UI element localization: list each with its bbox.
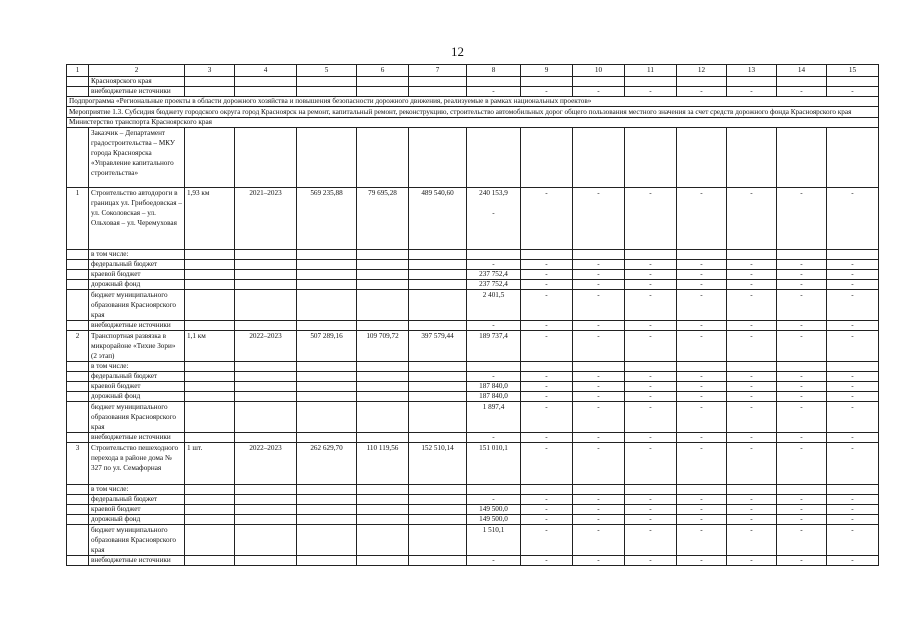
cell-value: -: [727, 290, 777, 321]
column-number: 4: [235, 65, 297, 77]
project-funding: [467, 443, 521, 485]
ministry-title: Министерство транспорта Красноярского края: [67, 118, 879, 128]
project-total-cost: 507 289,16: [297, 331, 357, 362]
cell-value: -: [727, 382, 777, 392]
cell-value: -: [625, 290, 677, 321]
cell-value: -: [625, 443, 677, 485]
column-number: 10: [573, 65, 625, 77]
cell-value: -: [573, 260, 625, 270]
cell-value: -: [677, 433, 727, 443]
cell-value: -: [777, 290, 827, 321]
table-row: [67, 515, 879, 525]
cell-value: 1 510,1: [467, 525, 521, 556]
cell-value: -: [677, 392, 727, 402]
cell-value: 1 897,4: [467, 402, 521, 433]
project-remaining: 152 510,14: [409, 443, 467, 485]
cell-value: -: [727, 402, 777, 433]
cell-value: -: [573, 443, 625, 485]
cell-value: 149 500,0: [467, 515, 521, 525]
cell-value: -: [573, 331, 625, 362]
cell-value: -: [625, 372, 677, 382]
cell-value: -: [727, 443, 777, 485]
table-row: [67, 270, 879, 280]
cell-value: -: [573, 495, 625, 505]
cell-value: -: [827, 321, 879, 331]
cell-value: -: [777, 372, 827, 382]
row-label: бюджет муниципального образования Красноярского края: [89, 402, 185, 433]
cell-value: -: [777, 515, 827, 525]
cell-value: -: [827, 331, 879, 362]
table-row: [67, 77, 879, 87]
cell-value: -: [521, 515, 573, 525]
project-capacity: 1,93 км: [185, 188, 235, 250]
cell-value: -: [625, 525, 677, 556]
project-period: 2021–2023: [235, 188, 297, 250]
cell-value: -: [827, 372, 879, 382]
cell-value: -: [521, 505, 573, 515]
table-row: [67, 290, 879, 321]
cell-value: -: [625, 515, 677, 525]
cell-value: -: [573, 382, 625, 392]
cell-value: -: [727, 260, 777, 270]
row-label: в том числе:: [89, 362, 185, 372]
cell-value: 237 752,4: [467, 270, 521, 280]
project-total-cost: 262 629,70: [297, 443, 357, 485]
cell-value: -: [777, 556, 827, 566]
column-number: 12: [677, 65, 727, 77]
table-row: [67, 556, 879, 566]
cell-value: -: [677, 505, 727, 515]
cell-value: 237 752,4: [467, 280, 521, 290]
cell-value: -: [777, 505, 827, 515]
cell-value: -: [827, 280, 879, 290]
cell-value: -: [521, 87, 573, 97]
cell-value: -: [827, 188, 879, 250]
cell-value: -: [827, 87, 879, 97]
cell-value: -: [827, 402, 879, 433]
project-number: 3: [67, 443, 89, 485]
column-number: 3: [185, 65, 235, 77]
cell-value: -: [727, 505, 777, 515]
project-name: Строительство пешеходного перехода в районе дома № 327 по ул. Семафорная: [89, 443, 185, 485]
cell-value: -: [727, 372, 777, 382]
column-number: 13: [727, 65, 777, 77]
row-label: внебюджетные источники: [89, 87, 185, 97]
cell-value: -: [573, 290, 625, 321]
cell-value: -: [827, 433, 879, 443]
column-number: 8: [467, 65, 521, 77]
project-funding-value: 189 737,4: [479, 332, 508, 340]
cell-value: -: [827, 515, 879, 525]
cell-value: -: [677, 515, 727, 525]
cell-value: -: [677, 280, 727, 290]
table-row: [67, 495, 879, 505]
cell-value: -: [521, 270, 573, 280]
cell-value: -: [677, 331, 727, 362]
cell-value: -: [677, 290, 727, 321]
cell-value: -: [827, 290, 879, 321]
row-label: Красноярского края: [89, 77, 185, 87]
cell-value: -: [727, 556, 777, 566]
cell-value: -: [727, 495, 777, 505]
row-label: дорожный фонд: [89, 392, 185, 402]
table-row: [67, 250, 879, 260]
cell-value: -: [677, 321, 727, 331]
cell-value: -: [827, 392, 879, 402]
column-number: 14: [777, 65, 827, 77]
cell-value: -: [677, 372, 727, 382]
cell-value: -: [521, 260, 573, 270]
cell-value: -: [573, 525, 625, 556]
cell-value: -: [521, 556, 573, 566]
cell-value: -: [573, 392, 625, 402]
table-row: [67, 485, 879, 495]
cell-value: -: [625, 188, 677, 250]
cell-value: -: [827, 525, 879, 556]
project-spent: 109 709,72: [357, 331, 409, 362]
subprogram-row: [67, 97, 879, 107]
project-number: 1: [67, 188, 89, 250]
cell-value: -: [573, 433, 625, 443]
cell-value: -: [625, 321, 677, 331]
cell-value: -: [625, 556, 677, 566]
row-label: бюджет муниципального образования Красноярского края: [89, 290, 185, 321]
table-row: [67, 260, 879, 270]
table-row: [67, 392, 879, 402]
cell-value: -: [727, 280, 777, 290]
row-label: в том числе:: [89, 250, 185, 260]
project-spent: 79 695,28: [357, 188, 409, 250]
cell-value: -: [777, 443, 827, 485]
project-spent: 110 119,56: [357, 443, 409, 485]
row-label: краевой бюджет: [89, 382, 185, 392]
cell-value: -: [467, 495, 521, 505]
cell-value: -: [521, 372, 573, 382]
row-label: федеральный бюджет: [89, 372, 185, 382]
cell-value: 2 401,5: [467, 290, 521, 321]
cell-value: -: [573, 556, 625, 566]
cell-value: -: [521, 290, 573, 321]
cell-value: -: [827, 505, 879, 515]
column-number: 2: [89, 65, 185, 77]
row-label: краевой бюджет: [89, 270, 185, 280]
cell-value: -: [677, 270, 727, 280]
row-label: внебюджетные источники: [89, 433, 185, 443]
page-number: 12: [451, 44, 464, 59]
cell-value: -: [727, 515, 777, 525]
cell-value: -: [521, 321, 573, 331]
cell-value: -: [777, 392, 827, 402]
cell-value: -: [677, 443, 727, 485]
cell-value: -: [625, 280, 677, 290]
cell-value: -: [727, 270, 777, 280]
row-label: внебюджетные источники: [89, 556, 185, 566]
project-funding: [467, 188, 521, 250]
cell-value: -: [727, 188, 777, 250]
cell-value: -: [521, 392, 573, 402]
measure-title: Мероприятие 1.3. Субсидия бюджету городского округа город Красноярск на ремонт, капитальный ремонт, реконструкцию, строительство автомобильных дорог общего пользования местного значения за счет средств дорожного фонда Красноярского края: [67, 107, 879, 118]
cell-value: -: [625, 505, 677, 515]
cell-value: -: [677, 495, 727, 505]
cell-value: -: [573, 505, 625, 515]
table-row: [67, 505, 879, 515]
project-name: Транспортная развязка в микрорайоне «Тихие Зори» (2 этап): [89, 331, 185, 362]
cell-value: -: [777, 525, 827, 556]
column-number: 6: [357, 65, 409, 77]
project-remaining: 489 540,60: [409, 188, 467, 250]
cell-value: -: [827, 260, 879, 270]
cell-value: -: [727, 392, 777, 402]
cell-value: -: [727, 331, 777, 362]
cell-value: -: [777, 382, 827, 392]
cell-value: -: [827, 556, 879, 566]
row-label: федеральный бюджет: [89, 260, 185, 270]
ministry-row: [67, 118, 879, 128]
table-row: [67, 372, 879, 382]
project-capacity: 1 шт.: [185, 443, 235, 485]
project-row: [67, 443, 879, 485]
table-row: [67, 402, 879, 433]
cell-value: -: [467, 321, 521, 331]
column-number: 15: [827, 65, 879, 77]
cell-value: -: [677, 188, 727, 250]
cell-value: -: [677, 260, 727, 270]
customer-row: [67, 128, 879, 188]
cell-value: -: [467, 556, 521, 566]
cell-value: -: [827, 382, 879, 392]
cell-value: -: [677, 556, 727, 566]
cell-value: -: [521, 188, 573, 250]
cell-value: -: [727, 525, 777, 556]
cell-value: -: [467, 372, 521, 382]
cell-value: -: [777, 270, 827, 280]
cell-value: -: [777, 260, 827, 270]
table-row: [67, 362, 879, 372]
row-label: бюджет муниципального образования Красноярского края: [89, 525, 185, 556]
cell-value: -: [777, 321, 827, 331]
cell-value: -: [467, 87, 521, 97]
cell-value: -: [521, 280, 573, 290]
row-label: дорожный фонд: [89, 280, 185, 290]
cell-value: -: [625, 331, 677, 362]
cell-value: 187 840,0: [467, 392, 521, 402]
cell-value: -: [625, 87, 677, 97]
column-number: 9: [521, 65, 573, 77]
project-period: 2022–2023: [235, 443, 297, 485]
cell-value: -: [521, 525, 573, 556]
cell-value: -: [521, 433, 573, 443]
table-row: [67, 382, 879, 392]
table-row: [67, 525, 879, 556]
cell-value: -: [467, 433, 521, 443]
cell-value: -: [727, 321, 777, 331]
cell-value: -: [573, 280, 625, 290]
cell-value: -: [521, 382, 573, 392]
cell-value: -: [677, 525, 727, 556]
project-row: [67, 188, 879, 250]
cell-value: -: [521, 495, 573, 505]
cell-value: -: [777, 402, 827, 433]
project-remaining: 397 579,44: [409, 331, 467, 362]
cell-value: -: [573, 515, 625, 525]
cell-value: -: [573, 372, 625, 382]
cell-value: -: [625, 260, 677, 270]
cell-value: -: [573, 402, 625, 433]
project-capacity: 1,1 км: [185, 331, 235, 362]
row-label: федеральный бюджет: [89, 495, 185, 505]
cell-value: -: [573, 188, 625, 250]
project-funding-value: 240 153,9: [479, 189, 508, 197]
column-number: 7: [409, 65, 467, 77]
cell-value: -: [777, 87, 827, 97]
cell-value: -: [625, 495, 677, 505]
table-row: [67, 280, 879, 290]
project-number: 2: [67, 331, 89, 362]
cell-value: -: [521, 331, 573, 362]
cell-value: -: [827, 443, 879, 485]
cell-value: -: [677, 382, 727, 392]
project-name: Строительство автодороги в границах ул. Грибоедовская – ул. Соколовская – ул. Ольховая – ул. Черемуховая: [89, 188, 185, 250]
cell-value: -: [727, 433, 777, 443]
cell-value: -: [677, 402, 727, 433]
cell-value: 149 500,0: [467, 505, 521, 515]
table-row: [67, 433, 879, 443]
cell-value: -: [573, 87, 625, 97]
project-funding-note: -: [492, 209, 495, 217]
project-total-cost: 569 235,88: [297, 188, 357, 250]
cell-value: -: [625, 402, 677, 433]
cell-value: -: [625, 270, 677, 280]
cell-value: -: [827, 495, 879, 505]
column-number: 11: [625, 65, 677, 77]
cell-value: 187 840,0: [467, 382, 521, 392]
measure-row: [67, 107, 879, 118]
row-label: в том числе:: [89, 485, 185, 495]
project-period: 2022–2023: [235, 331, 297, 362]
cell-value: -: [521, 443, 573, 485]
customer-label: Заказчик – Департамент градостроительства – МКУ города Красноярска «Управление капитального строительства»: [89, 128, 185, 188]
cell-value: -: [777, 188, 827, 250]
table-row: [67, 321, 879, 331]
column-number: 5: [297, 65, 357, 77]
program-table: [66, 64, 879, 566]
table-row: [67, 87, 879, 97]
cell-value: -: [573, 321, 625, 331]
cell-value: -: [573, 270, 625, 280]
cell-value: -: [467, 260, 521, 270]
cell-value: -: [625, 382, 677, 392]
project-row: [67, 331, 879, 362]
cell-value: -: [625, 433, 677, 443]
cell-value: -: [827, 270, 879, 280]
cell-value: -: [521, 402, 573, 433]
cell-value: -: [625, 392, 677, 402]
cell-value: -: [777, 495, 827, 505]
column-number: 1: [67, 65, 89, 77]
project-funding-value: 151 010,1: [479, 444, 508, 452]
cell-value: -: [727, 87, 777, 97]
cell-value: -: [777, 433, 827, 443]
cell-value: -: [777, 280, 827, 290]
subprogram-title: Подпрограмма «Региональные проекты в области дорожного хозяйства и повышения безопасности дорожного движения, реализуемые в рамках национальных проектов»: [67, 97, 879, 107]
cell-value: -: [677, 87, 727, 97]
row-label: внебюджетные источники: [89, 321, 185, 331]
cell-value: -: [777, 331, 827, 362]
row-label: краевой бюджет: [89, 505, 185, 515]
row-label: дорожный фонд: [89, 515, 185, 525]
column-number-row: [67, 65, 879, 77]
project-funding: [467, 331, 521, 362]
